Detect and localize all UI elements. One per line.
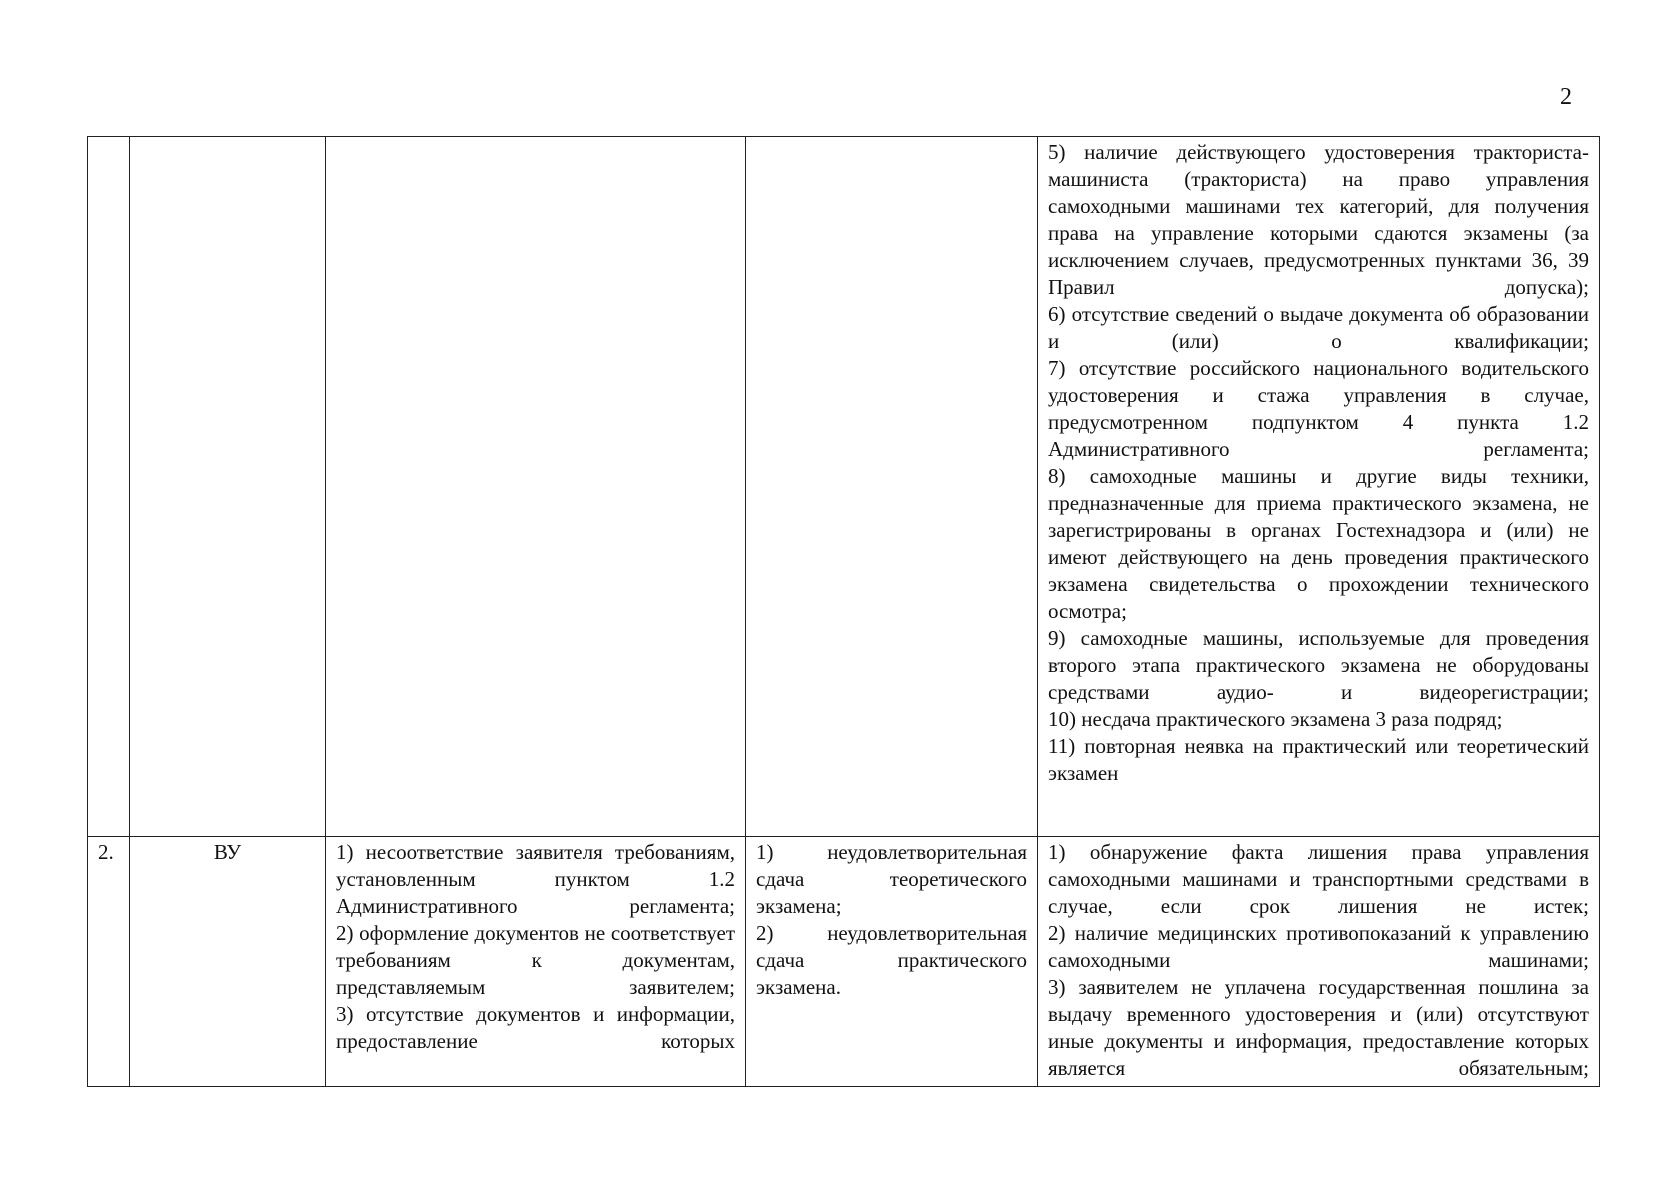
list-item: 2) оформление документов не соответствует требованиям к документам, представляемым заявителем; — [336, 921, 735, 999]
refusal-grounds-cell — [326, 137, 746, 837]
code-cell: ВУ — [130, 837, 326, 1087]
list-item: 1) обнаружение факта лишения права управления самоходными машинами и транспортными средствами в случае, если срок лишения не истек; — [1048, 840, 1589, 918]
list-item: 2) наличие медицинских противопоказаний к управлению самоходными машинами; — [1048, 921, 1589, 972]
list-item: 7) отсутствие российского национального водительского удостоверения и стажа управления в случае, предусмотренном подпунктом 4 пункта 1.2 Административного регламента; — [1048, 356, 1589, 461]
row-number-cell: 2. — [88, 837, 130, 1087]
list-item: 3) заявителем не уплачена государственная пошлина за выдачу временного удостоверения и (или) отсутствуют иные документы и информация, предоставление которых является обязательным; — [1048, 975, 1589, 1080]
list-item: 2) неудовлетворительная сдача практического экзамена. — [756, 921, 1027, 999]
document-table — [87, 136, 1600, 1087]
list-item: 5) наличие действующего удостоверения тракториста-машиниста (тракториста) на право управления самоходными машинами тех категорий, для получения права на управление которыми сдаются экзамены (за исключением случаев, предусмотренных пунктами 36, 39 Правил допуска); — [1048, 140, 1589, 299]
list-item: 9) самоходные машины, используемые для проведения второго этапа практического экзамена не оборудованы средствами аудио- и видеорегистрации; — [1048, 626, 1589, 704]
exam-failure-cell — [746, 837, 1038, 1087]
list-item: 3) отсутствие документов и информации, предоставление которых — [336, 1002, 735, 1053]
table-row — [88, 137, 1600, 837]
refusal-grounds-cell — [326, 837, 746, 1087]
list-item: 6) отсутствие сведений о выдаче документа об образовании и (или) о квалификации; — [1048, 302, 1589, 353]
exam-failure-cell — [746, 137, 1038, 837]
code-cell — [130, 137, 326, 837]
page-number: 2 — [1560, 84, 1572, 110]
list-item: 1) несоответствие заявителя требованиям, установленным пунктом 1.2 Административного регламента; — [336, 840, 735, 918]
list-item: 11) повторная неявка на практический или теоретический экзамен — [1048, 734, 1589, 785]
other-grounds-cell — [1038, 137, 1600, 837]
other-grounds-cell — [1038, 837, 1600, 1087]
table-row — [88, 837, 1600, 1087]
list-item: 1) неудовлетворительная сдача теоретического экзамена; — [756, 840, 1027, 918]
row-number-cell — [88, 137, 130, 837]
list-item: 8) самоходные машины и другие виды техники, предназначенные для приема практического экзамена, не зарегистрированы в органах Гостехнадзора и (или) не имеют действующего на день проведения практического экзамена свидетельства о прохождении технического осмотра; — [1048, 464, 1589, 623]
list-item: 10) несдача практического экзамена 3 раза подряд; — [1048, 707, 1503, 731]
